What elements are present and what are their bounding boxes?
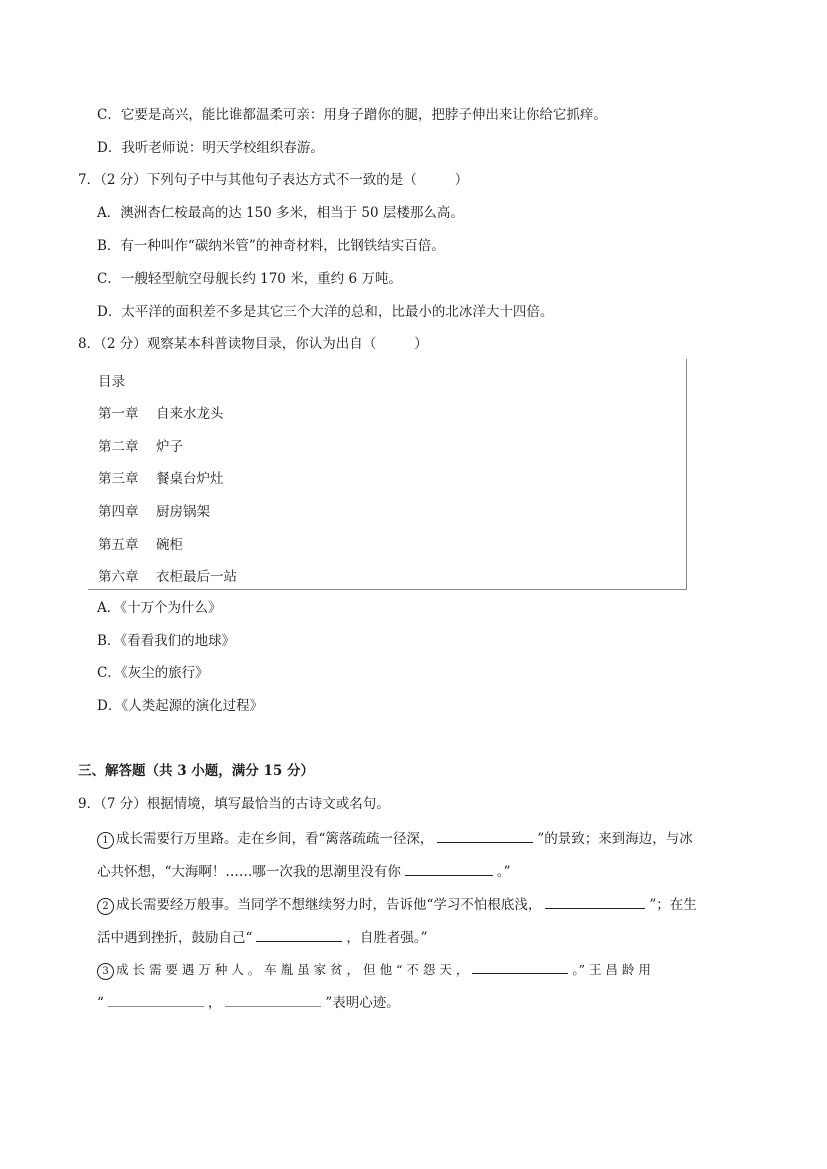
part-2-text-c: 活中遇到挫折，鼓励自己“ (97, 930, 253, 946)
question-9-part-3-cont (97, 992, 400, 1012)
question-7-option-c: C．一艘轻型航空母舰长约 170 米，重约 6 万吨。 (97, 271, 402, 287)
question-9-part-2-cont (97, 927, 428, 947)
answer-blank[interactable] (256, 927, 342, 942)
option-c-prev: C．它要是高兴，能比谁都温柔可亲：用身子蹭你的腿，把脖子伸出来让你给它抓痒。 (97, 107, 607, 123)
answer-blank[interactable] (437, 828, 533, 843)
question-8-option-d: D．《人类起源的演化过程》 (97, 698, 264, 714)
question-9-stem: 9．（7 分）根据情境，填写最恰当的古诗文或名句。 (78, 796, 390, 812)
question-9-part-3 (97, 959, 651, 980)
part-3-text-d: ， (207, 995, 222, 1011)
toc-chapter-number: 第六章 (98, 569, 139, 585)
toc-item (98, 565, 237, 585)
answer-blank[interactable] (405, 861, 493, 876)
question-8-stem (78, 335, 428, 353)
part-1-text-b: ”的景致；来到海边，与冰 (537, 831, 693, 847)
question-8-option-a: A．《十万个为什么》 (97, 600, 222, 616)
part-2-text-b: ”；在生 (649, 897, 697, 913)
part-2-text-a: 成长需要经万般事。当同学不想继续努力时，告诉他“学习不怕根底浅， (116, 897, 542, 913)
section-heading: 三、解答题（共 3 小题，满分 15 分） (78, 763, 314, 779)
question-8-paren-close: ） (414, 336, 428, 352)
toc-title: 目录 (98, 374, 125, 390)
part-1-text-c: 心共怀想，“大海啊！……哪一次我的思潮里没有你 (97, 864, 401, 880)
toc-chapter-title: 炉子 (156, 439, 183, 455)
part-3-text-a: 成 长 需 要 遇 万 种 人 。 车 胤 虽 家 贫 ， 但 他 “ 不 怨 天 ， (116, 962, 469, 977)
circled-number: 1 (97, 832, 114, 849)
question-7-stem (78, 171, 468, 189)
answer-blank[interactable] (108, 992, 204, 1007)
question-7-option-b: B．有一种叫作“碳纳米管”的神奇材料，比钢铁结实百倍。 (97, 238, 445, 254)
question-9-part-1-cont (97, 861, 511, 881)
toc-chapter-number: 第一章 (98, 406, 139, 422)
option-d-prev: D．我听老师说：明天学校组织春游。 (97, 140, 324, 156)
question-7-option-d: D．太平洋的面积差不多是其它三个大洋的总和，比最小的北冰洋大十四倍。 (97, 304, 554, 320)
question-9-part-1 (97, 828, 693, 849)
answer-blank[interactable] (225, 992, 321, 1007)
question-7-option-a: A．澳洲杏仁桉最高的达 150 多米，相当于 50 层楼那么高。 (97, 205, 464, 221)
part-1-text-d: 。” (496, 864, 511, 880)
question-7-text: 7．（2 分）下列句子中与其他句子表达方式不一致的是（ (78, 172, 417, 188)
toc-item (98, 533, 183, 553)
toc-chapter-title: 碗柜 (156, 537, 183, 553)
circled-number: 3 (97, 963, 114, 980)
toc-item (98, 435, 183, 455)
question-7-paren-close: ） (454, 172, 469, 188)
toc-item (98, 402, 224, 422)
part-2-text-d: ，自胜者强。” (346, 930, 428, 946)
toc-chapter-title: 衣柜最后一站 (156, 569, 237, 585)
toc-item (98, 500, 210, 520)
toc-chapter-title: 餐桌台炉灶 (156, 471, 224, 487)
part-3-text-c: “ (97, 995, 104, 1011)
part-3-text-e: ”表明心迹。 (325, 995, 400, 1011)
toc-chapter-number: 第二章 (98, 439, 139, 455)
question-8-option-c: C．《灰尘的旅行》 (97, 665, 209, 681)
part-1-text-a: 成长需要行万里路。走在乡间，看“篱落疏疏一径深， (116, 831, 434, 847)
toc-chapter-title: 自来水龙头 (156, 406, 224, 422)
part-3-text-b: 。” 王 昌 龄 用 (572, 962, 651, 977)
toc-chapter-number: 第四章 (98, 504, 139, 520)
toc-chapter-number: 第三章 (98, 471, 139, 487)
question-8-text: 8．（2 分）观察某本科普读物目录，你认为出自（ (78, 336, 377, 352)
answer-blank[interactable] (545, 894, 645, 909)
toc-chapter-title: 厨房锅架 (156, 504, 210, 520)
answer-blank[interactable] (472, 959, 568, 974)
toc-chapter-number: 第五章 (98, 537, 139, 553)
circled-number: 2 (97, 898, 114, 915)
table-of-contents (88, 359, 687, 590)
question-9-part-2 (97, 894, 697, 915)
question-8-option-b: B．《看看我们的地球》 (97, 633, 236, 649)
toc-item (98, 467, 224, 487)
